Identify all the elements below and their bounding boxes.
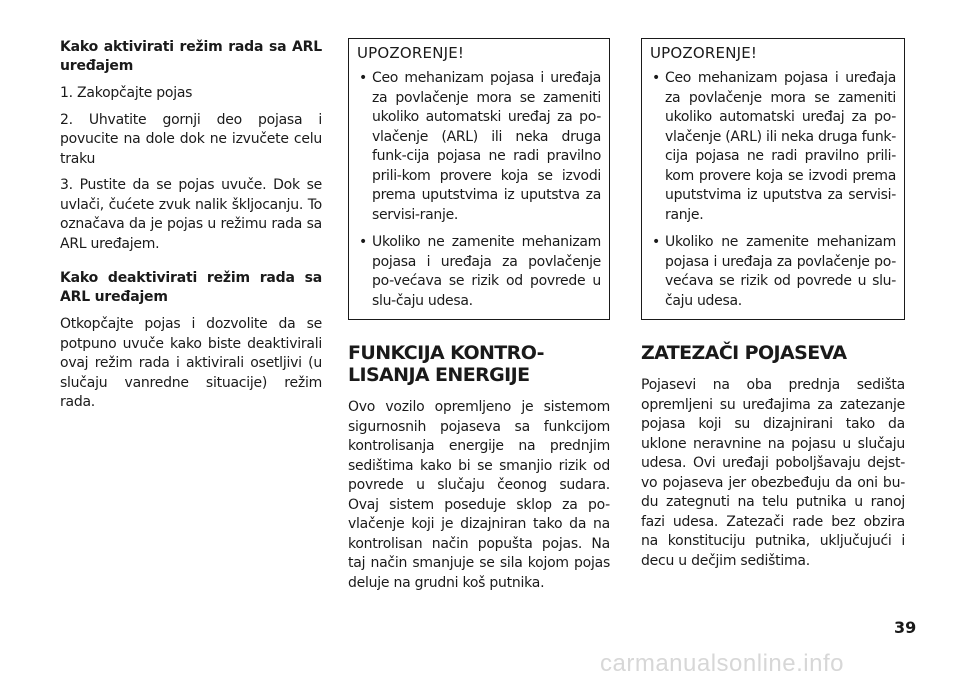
- pretensioners-body-text: Pojasevi na oba prednja sedišta opremljeni su uređajima za zatezanje pojasa koji su dizajnirani tako da uklone neravnine na pojasu u slučaju udesa. Ovi uređaji poboljšavaju dejst-vo pojaseva jer obezbeđuju da oni bu-du zategnuti na telu putnika u ranoj fazi udesa. Zatezači rade bez obzira na konstituciju putnika, uključujući i decu u dečjim sedištima.: [641, 377, 905, 569]
- section-heading-pretensioners: ZATEZAČI POJASEVA: [641, 342, 847, 364]
- energy-body-text: Ovo vozilo opremljeno je sistemom sigurnosnih pojaseva sa funkcijom kontrolisanja energije na prednjim sedištima kako bi se smanjio rizik od povrede u slučaju čeonog sudara. Ovaj sistem poseduje sklop za po-vlačenje koji je dizajniran tako da na kontrolisan način popušta pojas. Na taj način smanjuje se sila kojom pojas deluje na grudni koš putnika.: [348, 399, 610, 591]
- warning-list: [357, 69, 601, 311]
- warning-item: • Ceo mehanizam pojasa i uređaja za povlačenje mora se zameniti ukoliko automatski uređaj za po-vlačenje (ARL) ili neka druga funk-cija pojasa ne radi pravilno prili-kom provere koja se izvodi prema uputstvima iz uputstva za servisi-ranje.: [359, 70, 601, 223]
- warning-box: [348, 38, 610, 320]
- arl-deactivate-title: Kako deaktivirati režim rada sa ARL uređajem: [60, 270, 322, 305]
- warning-item: • Ukoliko ne zamenite mehanizam pojasa i uređaja za povlačenje po-većava se rizik od povrede u slu-čaju udesa.: [359, 234, 601, 309]
- step-1: 1. Zakopčajte pojas: [60, 85, 193, 101]
- section-heading-energy: FUNKCIJA KONTRO- LISANJA ENERGIJE: [348, 342, 544, 386]
- watermark: carmanualsonline.info: [600, 650, 844, 677]
- bullet-icon: •: [359, 234, 367, 250]
- column-left: [60, 38, 322, 420]
- step-3: 3. Pustite da se pojas uvuče. Dok se uvlači, čućete zvuk nalik škljocanju. To označava da je pojas u režimu rada sa ARL uređajem.: [60, 177, 322, 252]
- warning-list: [650, 69, 896, 311]
- page-number: 39: [894, 618, 917, 637]
- warning-box: [641, 38, 905, 320]
- arl-deactivate-text: Otkopčajte pojas i dozvolite da se potpuno uvuče kako biste deaktivirali ovaj režim rada i aktivirali osetljivi (u slučaju vanredne situacije) režim rada.: [60, 316, 322, 410]
- bullet-icon: •: [652, 70, 660, 86]
- warning-item: • Ceo mehanizam pojasa i uređaja za povlačenje mora se zameniti ukoliko automatski uređaj za po-vlačenje (ARL) ili neka druga funk-cija pojasa ne radi pravilno prili-kom provere koja se izvodi prema uputstvima iz uputstva za servisi-ranje.: [652, 70, 896, 223]
- warning-item: • Ukoliko ne zamenite mehanizam pojasa i uređaja za povlačenje po-većava se rizik od povrede u slu-čaju udesa.: [652, 234, 896, 309]
- warning-title: UPOZORENJE!: [357, 44, 465, 62]
- warning-title: UPOZORENJE!: [650, 44, 758, 62]
- step-2: 2. Uhvatite gornji deo pojasa i povucite na dole dok ne izvučete celu traku: [60, 111, 322, 167]
- column-middle: [348, 38, 610, 600]
- bullet-icon: •: [359, 70, 367, 86]
- arl-activate-title: Kako aktivirati režim rada sa ARL uređajem: [60, 39, 322, 74]
- column-right: [641, 38, 905, 578]
- bullet-icon: •: [652, 234, 660, 250]
